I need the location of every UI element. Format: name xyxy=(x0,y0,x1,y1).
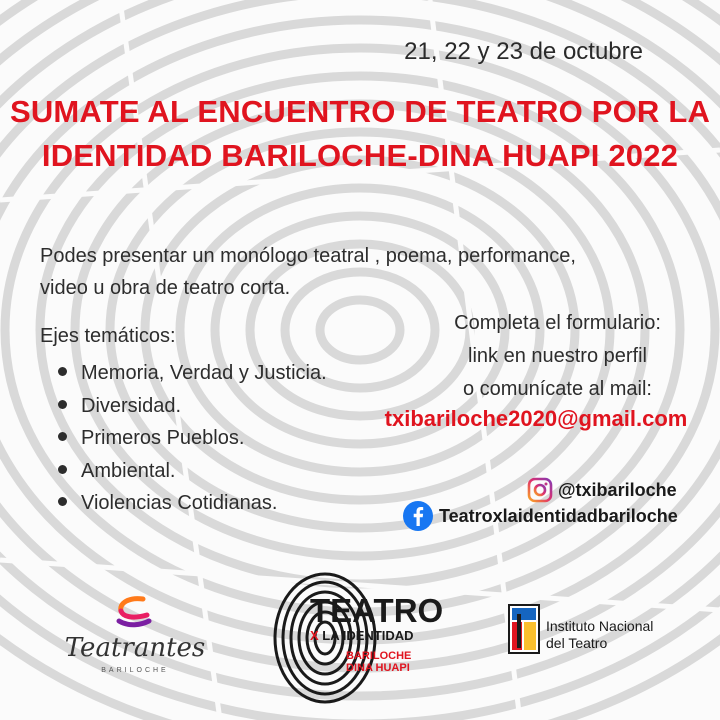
list-item-label: Diversidad. xyxy=(81,394,182,417)
instituto-nacional-teatro-logo xyxy=(508,602,708,662)
teatrantes-logo xyxy=(55,595,215,685)
themes-list xyxy=(58,357,327,520)
facebook-page[interactable] xyxy=(402,500,678,532)
bullet-icon xyxy=(58,497,67,506)
form-line-1: Completa el formulario: xyxy=(454,312,661,334)
intro-line-2: video u obra de teatro corta. xyxy=(40,277,291,299)
intro-text xyxy=(40,240,660,304)
list-item xyxy=(58,422,327,455)
list-item xyxy=(58,455,327,488)
facebook-page-label: Teatroxlaidentidadbariloche xyxy=(439,505,678,526)
txi-x: X xyxy=(310,628,319,643)
teatrantes-name: Teatrantes xyxy=(64,633,206,663)
list-item-label: Primeros Pueblos. xyxy=(81,427,245,449)
bullet-icon xyxy=(58,432,67,441)
teatrantes-sub: BARILOCHE xyxy=(101,667,169,674)
list-item xyxy=(58,390,327,423)
int-name-1: Instituto Nacional xyxy=(546,618,654,634)
teatrantes-mark-icon xyxy=(111,595,155,631)
txi-identidad: LA IDENTIDAD xyxy=(322,628,414,643)
bullet-icon xyxy=(58,367,67,376)
list-item xyxy=(58,357,327,390)
list-item xyxy=(58,487,327,520)
instagram-handle-label: @txibariloche xyxy=(558,479,677,500)
event-dates: 21, 22 y 23 de octubre xyxy=(404,38,643,65)
form-instructions xyxy=(400,307,715,406)
form-line-3: o comunícate al mail: xyxy=(463,378,652,400)
teatro-x-la-identidad-logo xyxy=(270,570,444,705)
int-name-2: del Teatro xyxy=(546,635,608,651)
txi-location xyxy=(346,650,411,674)
form-line-2: link en nuestro perfil xyxy=(468,345,647,367)
headline-line-1: SUMATE AL ENCUENTRO DE TEATRO POR LA xyxy=(9,94,711,129)
list-item-label: Violencias Cotidianas. xyxy=(81,492,278,514)
int-mark-icon xyxy=(508,604,540,654)
txi-title: TEATRO xyxy=(310,592,444,629)
themes-heading: Ejes temáticos: xyxy=(40,325,176,347)
intro-line-1: Podes presentar un monólogo teatral , poema, performance, xyxy=(40,245,576,267)
txi-subtitle xyxy=(310,628,414,643)
txi-location-2: DINA HUAPI xyxy=(346,662,410,674)
list-item-label: Memoria, Verdad y Justicia. xyxy=(81,362,327,384)
facebook-icon xyxy=(402,500,434,532)
headline xyxy=(0,90,720,178)
contact-email[interactable]: txibariloche2020@gmail.com xyxy=(384,406,688,431)
int-name xyxy=(546,618,653,652)
headline-line-2: IDENTIDAD BARILOCHE-DINA HUAPI 2022 xyxy=(41,138,679,173)
txi-location-1: BARILOCHE xyxy=(346,650,412,662)
bullet-icon xyxy=(58,465,67,474)
bullet-icon xyxy=(58,400,67,409)
list-item-label: Ambiental. xyxy=(81,459,176,482)
